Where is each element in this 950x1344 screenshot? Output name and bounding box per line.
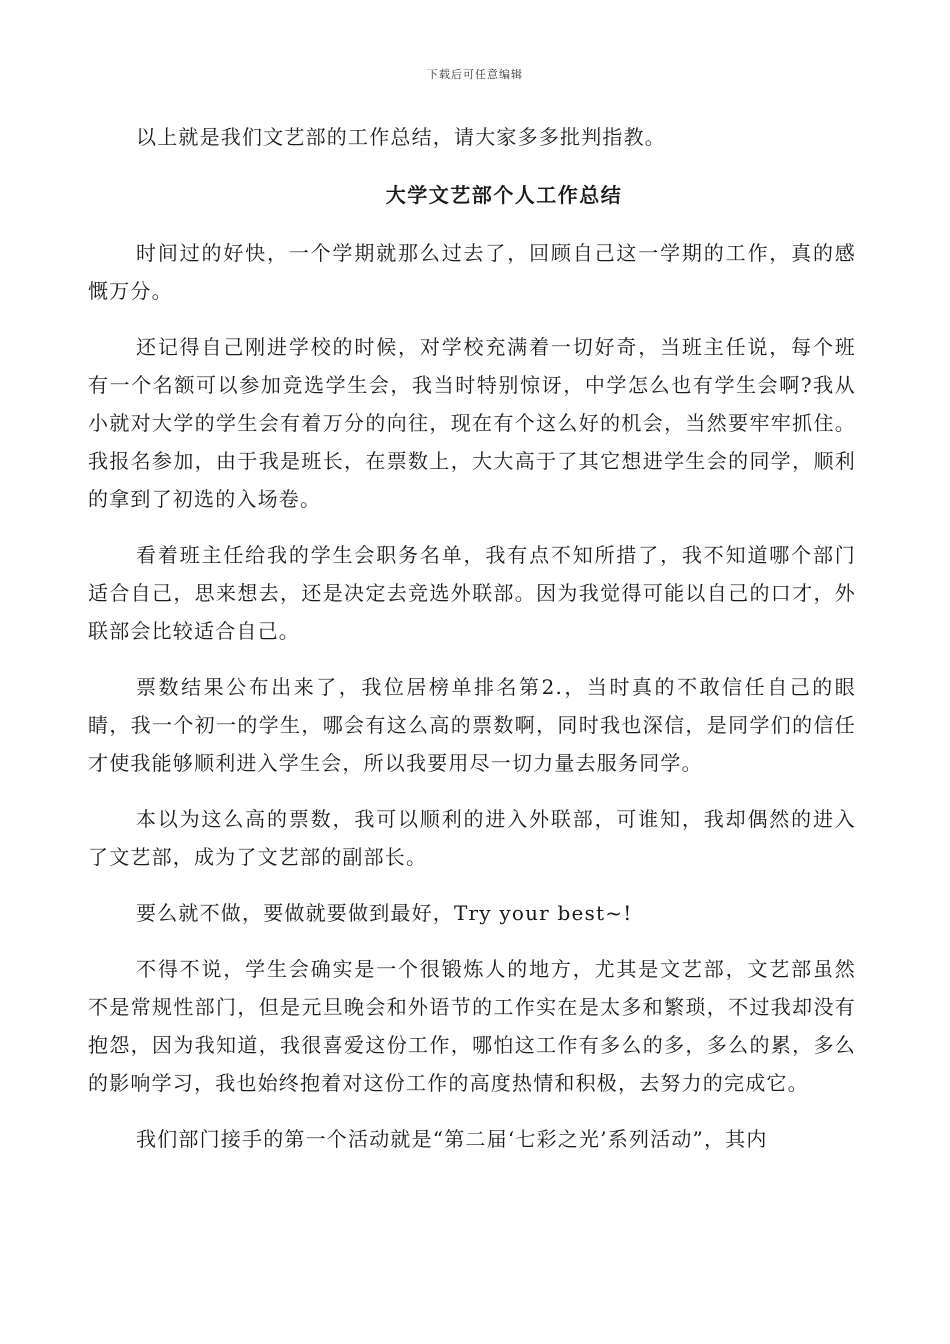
paragraph-4: 票数结果公布出来了，我位居榜单排名第2.，当时真的不敢信任自己的眼睛，我一个初一的学生，哪会有这么高的票数啊，同时我也深信，是同学们的信任才使我能够顺利进入学生会，所以我要用尽一切力量去服务同学。 <box>88 675 856 775</box>
document-body <box>88 118 856 1158</box>
paragraph-2: 还记得自己刚进学校的时候，对学校充满着一切好奇，当班主任说，每个班有一个名额可以参加竞选学生会，我当时特别惊讶，中学怎么也有学生会啊?我从小就对大学的学生会有着万分的向往，现在有个这么好的机会，当然要牢牢抓住。我报名参加，由于我是班长，在票数上，大大高于了其它想进学生会的同学，顺利的拿到了初选的入场卷。 <box>88 335 856 511</box>
intro-paragraph: 以上就是我们文艺部的工作总结，请大家多多批判指教。 <box>136 125 666 149</box>
paragraph-3: 看着班主任给我的学生会职务名单，我有点不知所措了，我不知道哪个部门适合自己，思来想去，还是决定去竞选外联部。因为我觉得可能以自己的口才，外联部会比较适合自己。 <box>88 543 856 643</box>
section-title: 大学文艺部个人工作总结 <box>385 183 623 207</box>
paragraph-1: 时间过的好快，一个学期就那么过去了，回顾自己这一学期的工作，真的感慨万分。 <box>88 241 856 303</box>
paragraph-7: 不得不说，学生会确实是一个很锻炼人的地方，尤其是文艺部，文艺部虽然不是常规性部门，但是元旦晚会和外语节的工作实在是太多和繁琐，不过我却没有抱怨，因为我知道，我很喜爱这份工作，哪怕这工作有多么的多，多么的累，多么的影响学习，我也始终抱着对这份工作的高度热情和积极，去努力的完成它。 <box>88 957 856 1095</box>
paragraph-5: 本以为这么高的票数，我可以顺利的进入外联部，可谁知，我却偶然的进入了文艺部，成为了文艺部的副部长。 <box>88 807 856 869</box>
page-header-note: 下载后可任意编辑 <box>427 68 523 81</box>
paragraph-6: 要么就不做，要做就要做到最好，Try your best~! <box>136 901 633 925</box>
paragraph-8: 我们部门接手的第一个活动就是“第二届‘七彩之光’系列活动”，其内 <box>136 1127 768 1151</box>
